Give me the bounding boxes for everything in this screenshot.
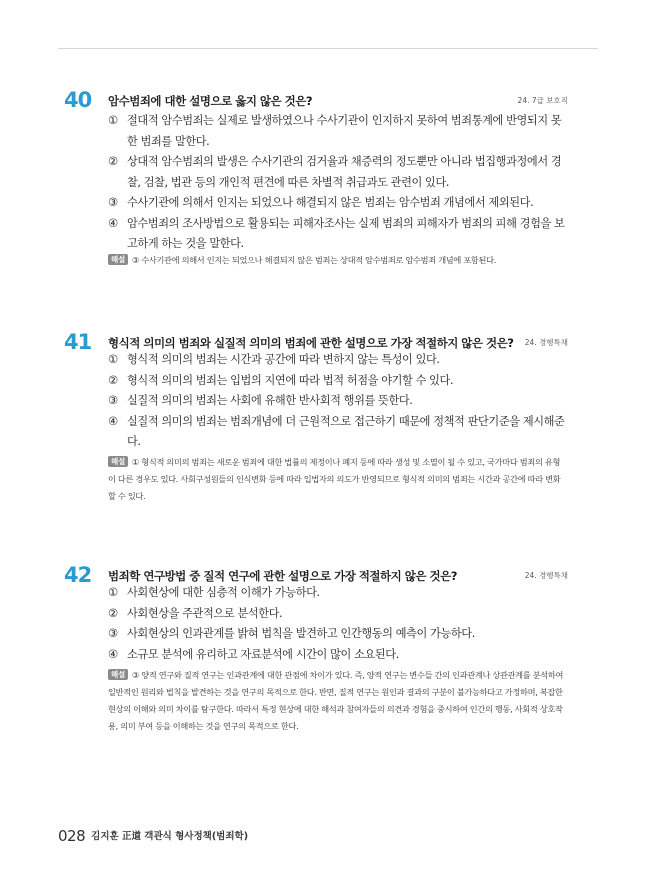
option-mark: ② xyxy=(108,373,118,387)
option-mark: ① xyxy=(108,353,118,366)
option-text: 형식적 의미의 범죄는 입법의 지연에 따라 법적 허점을 야기할 수 있다. xyxy=(127,373,454,387)
book-title: 김지훈 正道 객관식 형사정책(범죄학) xyxy=(91,831,249,842)
question-text: 범죄학 연구방법 중 질적 연구에 관한 설명으로 가장 적절하지 않은 것은? xyxy=(108,569,457,583)
option-text: 사회현상의 인과관계를 밝혀 법칙을 발견하고 인간행동의 예측이 가능하다. xyxy=(127,627,475,640)
header-divider xyxy=(58,48,598,49)
option-4 xyxy=(108,412,568,453)
option-text: 사회현상을 주관적으로 분석한다. xyxy=(127,606,283,620)
page-footer xyxy=(58,826,248,845)
option-2 xyxy=(108,604,568,625)
option-list xyxy=(108,111,568,255)
question-number: 40 xyxy=(64,88,92,112)
option-text: 형식적 의미의 범죄는 시간과 공간에 따라 변하지 않는 특성이 있다. xyxy=(127,353,440,366)
option-3 xyxy=(108,391,568,412)
question-number: 41 xyxy=(64,330,92,354)
option-mark: ② xyxy=(108,155,118,168)
option-text: 실질적 의미의 범죄는 사회에 유해한 반사회적 행위를 뜻한다. xyxy=(127,394,413,407)
option-mark: ④ xyxy=(108,414,118,428)
question-source: 24. 7급 보호직 xyxy=(517,96,568,105)
explanation-badge: 해설 xyxy=(108,669,128,680)
option-mark: ③ xyxy=(108,627,118,640)
question-number: 42 xyxy=(64,563,92,587)
option-mark: ③ xyxy=(108,196,118,209)
question-source: 24. 경행특채 xyxy=(524,571,568,580)
explanation-text: ③ 수사기관에 의해서 인지는 되었으나 해결되지 않은 범죄는 상대적 암수범죄로 암수범죄 개념에 포함된다. xyxy=(131,255,497,265)
explanation xyxy=(108,454,566,505)
option-3 xyxy=(108,193,568,214)
option-mark: ④ xyxy=(108,647,118,661)
page-number: 028 xyxy=(58,827,86,845)
explanation-badge: 해설 xyxy=(108,254,128,265)
option-text: 절대적 암수범죄는 실제로 발생하였으나 수사기관이 인지하지 못하여 범죄통계에 반영되지 못한 범죄를 말한다. xyxy=(127,114,562,148)
option-mark: ② xyxy=(108,606,118,620)
option-list xyxy=(108,350,568,453)
option-mark: ④ xyxy=(108,216,118,230)
option-mark: ① xyxy=(108,114,118,127)
option-mark: ③ xyxy=(108,394,118,407)
option-2 xyxy=(108,371,568,392)
option-1 xyxy=(108,350,568,371)
question-source: 24. 경행특채 xyxy=(524,338,568,347)
option-text: 수사기관에 의해서 인지는 되었으나 해결되지 않은 범죄는 암수범죄 개념에서 제외된다. xyxy=(127,196,534,209)
explanation xyxy=(108,667,566,735)
option-4 xyxy=(108,214,568,255)
option-2 xyxy=(108,152,568,193)
option-4 xyxy=(108,645,568,666)
explanation-text: ① 형식적 의미의 범죄는 새로운 범죄에 대한 법률의 제정이나 폐지 등에 따라 생성 및 소멸이 될 수 있고, 국가마다 범죄의 유형이 다른 경우도 있다. 사회구성원들의 인식변화 등에 따라 입법자의 의도가 반영되므로 형식적 의미의 범죄는 시간과 공간에 따라 변화할 수 있다. xyxy=(108,457,561,501)
option-text: 사회현상에 대한 심층적 이해가 가능하다. xyxy=(127,586,320,599)
option-mark: ① xyxy=(108,586,118,599)
option-text: 암수범죄의 조사방법으로 활용되는 피해자조사는 실제 범죄의 피해자가 범죄의 피해 경험을 보고하게 하는 것을 말한다. xyxy=(127,216,565,250)
option-text: 소규모 분석에 유리하고 자료분석에 시간이 많이 소요된다. xyxy=(127,647,399,661)
option-1 xyxy=(108,583,568,604)
explanation xyxy=(108,252,566,269)
option-1 xyxy=(108,111,568,152)
explanation-badge: 해설 xyxy=(108,456,128,467)
question-text: 형식적 의미의 범죄와 실질적 의미의 범죄에 관한 설명으로 가장 적절하지 않은 것은? xyxy=(108,336,514,350)
explanation-text: ③ 양적 연구와 질적 연구는 인과관계에 대한 관점에 차이가 있다. 즉, 양적 연구는 변수들 간의 인과관계나 상관관계를 분석하여 일반적인 원리와 법칙을 발견하는 것을 연구의 목적으로 한다. 반면, 질적 연구는 원인과 결과의 구분이 불가능하다고 가정하며, 복잡한 현상의 이해와 의미 차이를 탐구한다. 따라서 특정 현상에 대한 해석과 참여자들의 의견과 경험을 중시하여 인간의 행동, 사회적 상호작용, 의미 부여 등을 이해하는 것을 연구의 목적으로 한다. xyxy=(108,670,564,731)
question-text: 암수범죄에 대한 설명으로 옳지 않은 것은? xyxy=(108,94,313,108)
option-text: 상대적 암수범죄의 발생은 수사기관의 검거율과 채증력의 정도뿐만 아니라 법집행과정에서 경찰, 검찰, 법관 등의 개인적 편견에 따른 차별적 취급과도 관련이 있다. xyxy=(127,155,562,189)
option-3 xyxy=(108,624,568,645)
option-text: 실질적 의미의 범죄는 범죄개념에 더 근원적으로 접근하기 때문에 정책적 판단기준을 제시해준다. xyxy=(127,414,565,448)
option-list xyxy=(108,583,568,665)
